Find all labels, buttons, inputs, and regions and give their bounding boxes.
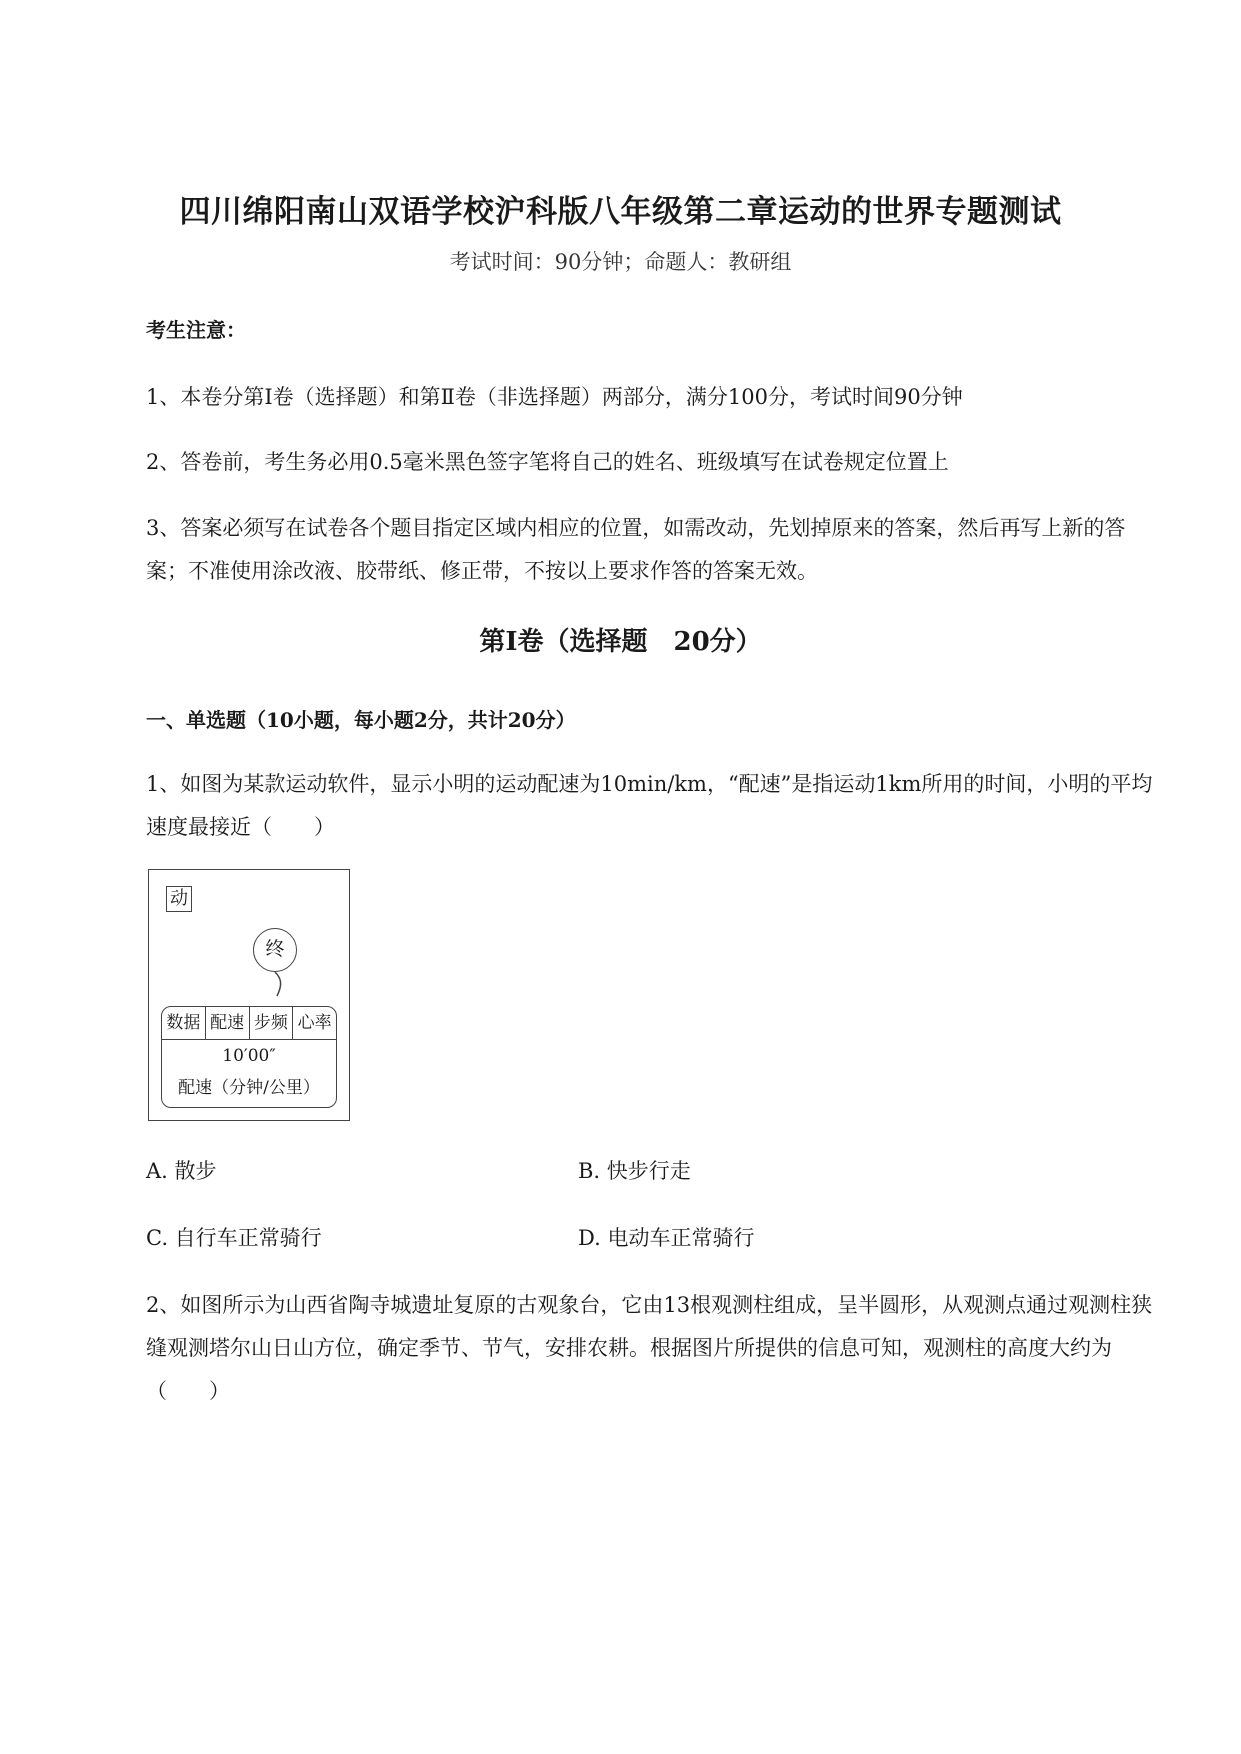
option-a: A. 散步 <box>146 1159 217 1183</box>
stats-tabs <box>162 1007 336 1040</box>
section-title: 第I卷（选择题 20分） <box>479 627 762 657</box>
tab-cadence: 步频 <box>250 1007 294 1039</box>
notice-item-1: 1、本卷分第I卷（选择题）和第Ⅱ卷（非选择题）两部分，满分100分，考试时间90分钟 <box>146 385 963 409</box>
question-1-text: 1、如图为某款运动软件，显示小明的运动配速为10min/km，“配速”是指运动1km所用的时间，小明的平均速度最接近（ ） <box>146 772 1153 839</box>
pace-app-figure <box>148 869 350 1121</box>
page-title: 四川绵阳南山双语学校沪科版八年级第二章运动的世界专题测试 <box>179 194 1062 230</box>
pace-value: 10′00″ <box>222 1046 276 1066</box>
option-b: B. 快步行走 <box>578 1159 691 1183</box>
option-c: C. 自行车正常骑行 <box>146 1226 322 1250</box>
app-badge: 动 <box>166 886 192 912</box>
option-d: D. 电动车正常骑行 <box>578 1226 755 1250</box>
tab-data: 数据 <box>162 1007 206 1039</box>
question-2-text: 2、如图所示为山西省陶寺城遗址复原的古观象台，它由13根观测柱组成，呈半圆形，从观测点通过观测柱狭缝观测塔尔山日山方位，确定季节、节气，安排农耕。根据图片所提供的信息可知，观测柱的高度大约为（ ） <box>146 1293 1153 1403</box>
tab-pace: 配速 <box>206 1007 250 1039</box>
notice-item-2: 2、答卷前，考生务必用0.5毫米黑色签字笔将自己的姓名、班级填写在试卷规定位置上 <box>146 450 949 474</box>
notice-heading: 考生注意： <box>146 318 246 342</box>
pace-label: 配速（分钟/公里） <box>178 1078 320 1098</box>
end-marker: 终 <box>253 928 297 972</box>
part-heading: 一、单选题（10小题，每小题2分，共计20分） <box>146 708 576 732</box>
marker-tail-icon <box>267 970 297 1000</box>
exam-info: 考试时间：90分钟；命题人：教研组 <box>449 250 792 274</box>
stats-panel <box>161 1006 337 1108</box>
notice-item-3: 3、答案必须写在试卷各个题目指定区域内相应的位置，如需改动，先划掉原来的答案，然后再写上新的答案；不准使用涂改液、胶带纸、修正带，不按以上要求作答的答案无效。 <box>146 516 1126 583</box>
tab-heart-rate: 心率 <box>297 1013 332 1033</box>
